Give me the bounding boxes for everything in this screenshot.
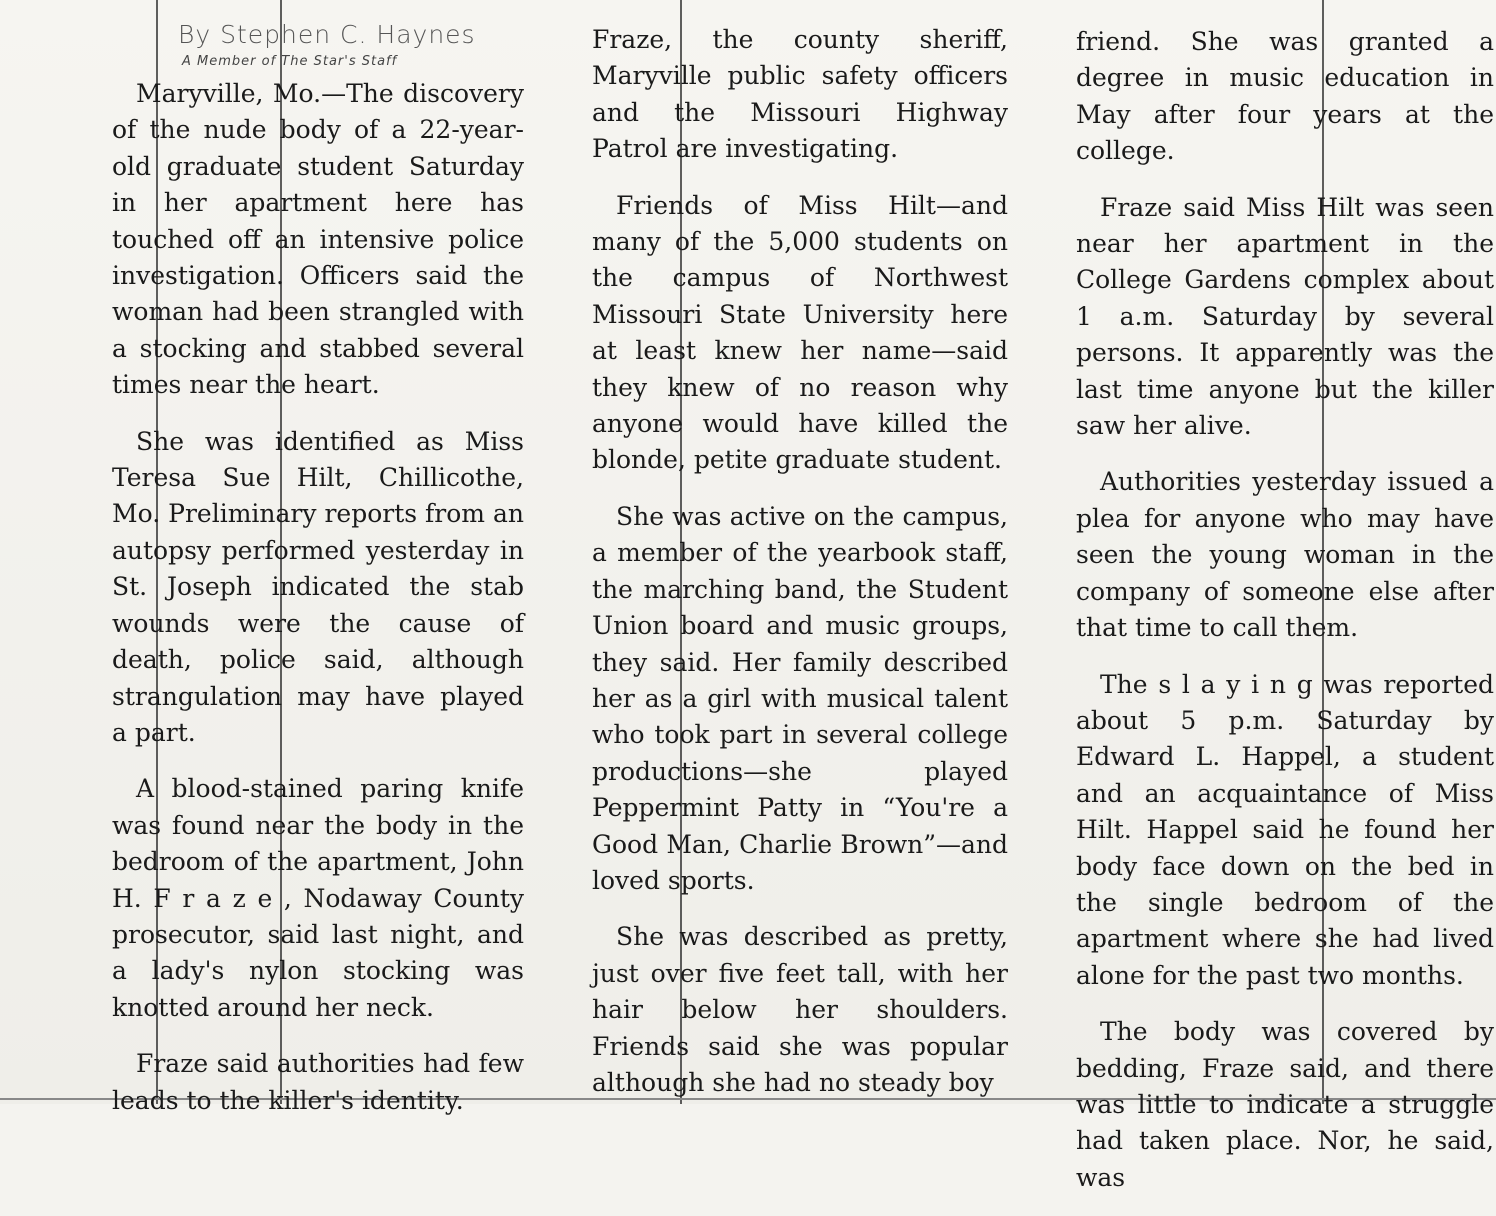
paragraph: She was active on the campus, a member of the yearbook staff, the marching band, the Student Union board and music groups, they said. Her family described her as a girl with musical talent who took part in several college productions—she played Peppermint Patty in “You're a Good Man, Charlie Brown”—and loved sports.	[592, 501, 1008, 895]
byline-author: By Stephen C. Haynes	[178, 20, 476, 49]
paragraph: friend. She was granted a degree in music education in May after four years at the college.	[1076, 27, 1494, 166]
paragraph: Authorities yesterday issued a plea for anyone who may have seen the young woman in the company of someone else after that time to call them.	[1076, 467, 1494, 643]
paragraph: Fraze said authorities had few leads to the killer's identity.	[112, 1049, 524, 1115]
paragraph: Fraze, the county sheriff, Maryville public safety officers and the Missouri Highway Patrol are investigating.	[592, 25, 1008, 164]
paragraph: She was described as pretty, just over five feet tall, with her hair below her shoulders. Friends said she was popular although she had no steady boy	[592, 922, 1008, 1097]
article-column-1	[112, 76, 524, 1139]
article-column-3	[1076, 24, 1494, 1216]
paragraph: Friends of Miss Hilt—and many of the 5,000 students on the campus of Northwest Missouri State University here at least knew her name—said they knew of no reason why anyone would have killed the blonde, petite graduate student.	[592, 190, 1008, 475]
paragraph: The s l a y i n g was reported about 5 p.m. Saturday by Edward L. Happel, a student and an acquaintance of Miss Hilt. Happel said he found her body face down on the bed in the single bedroom of the apartment where she had lived alone for the past two months.	[1076, 669, 1494, 990]
paragraph: The body was covered by bedding, Fraze said, and there was little to indicate a struggle had taken place. Nor, he said, was	[1076, 1017, 1494, 1192]
article-column-2	[592, 22, 1008, 1121]
paragraph: A blood-stained paring knife was found near the body in the bedroom of the apartment, John H. F r a z e , Nodaway County prosecutor, said last night, and a lady's nylon stocking was knotted around her neck.	[112, 774, 524, 1022]
paragraph: Maryville, Mo.—The discovery of the nude body of a 22-year-old graduate student Saturday in her apartment here has touched off an intensive police investigation. Officers said the woman had been strangled with a stocking and stabbed several times near the heart.	[112, 79, 524, 400]
paragraph: Fraze said Miss Hilt was seen near her apartment in the College Gardens complex about 1 a.m. Saturday by several persons. It apparently was the last time anyone but the killer saw her alive.	[1076, 192, 1494, 441]
paragraph: She was identified as Miss Teresa Sue Hilt, Chillicothe, Mo. Preliminary reports from an autopsy performed yesterday in St. Joseph indicated the stab wounds were the cause of death, police said, although strangulation may have played a part.	[112, 426, 524, 747]
byline-affiliation: A Member of The Star's Staff	[182, 54, 398, 69]
